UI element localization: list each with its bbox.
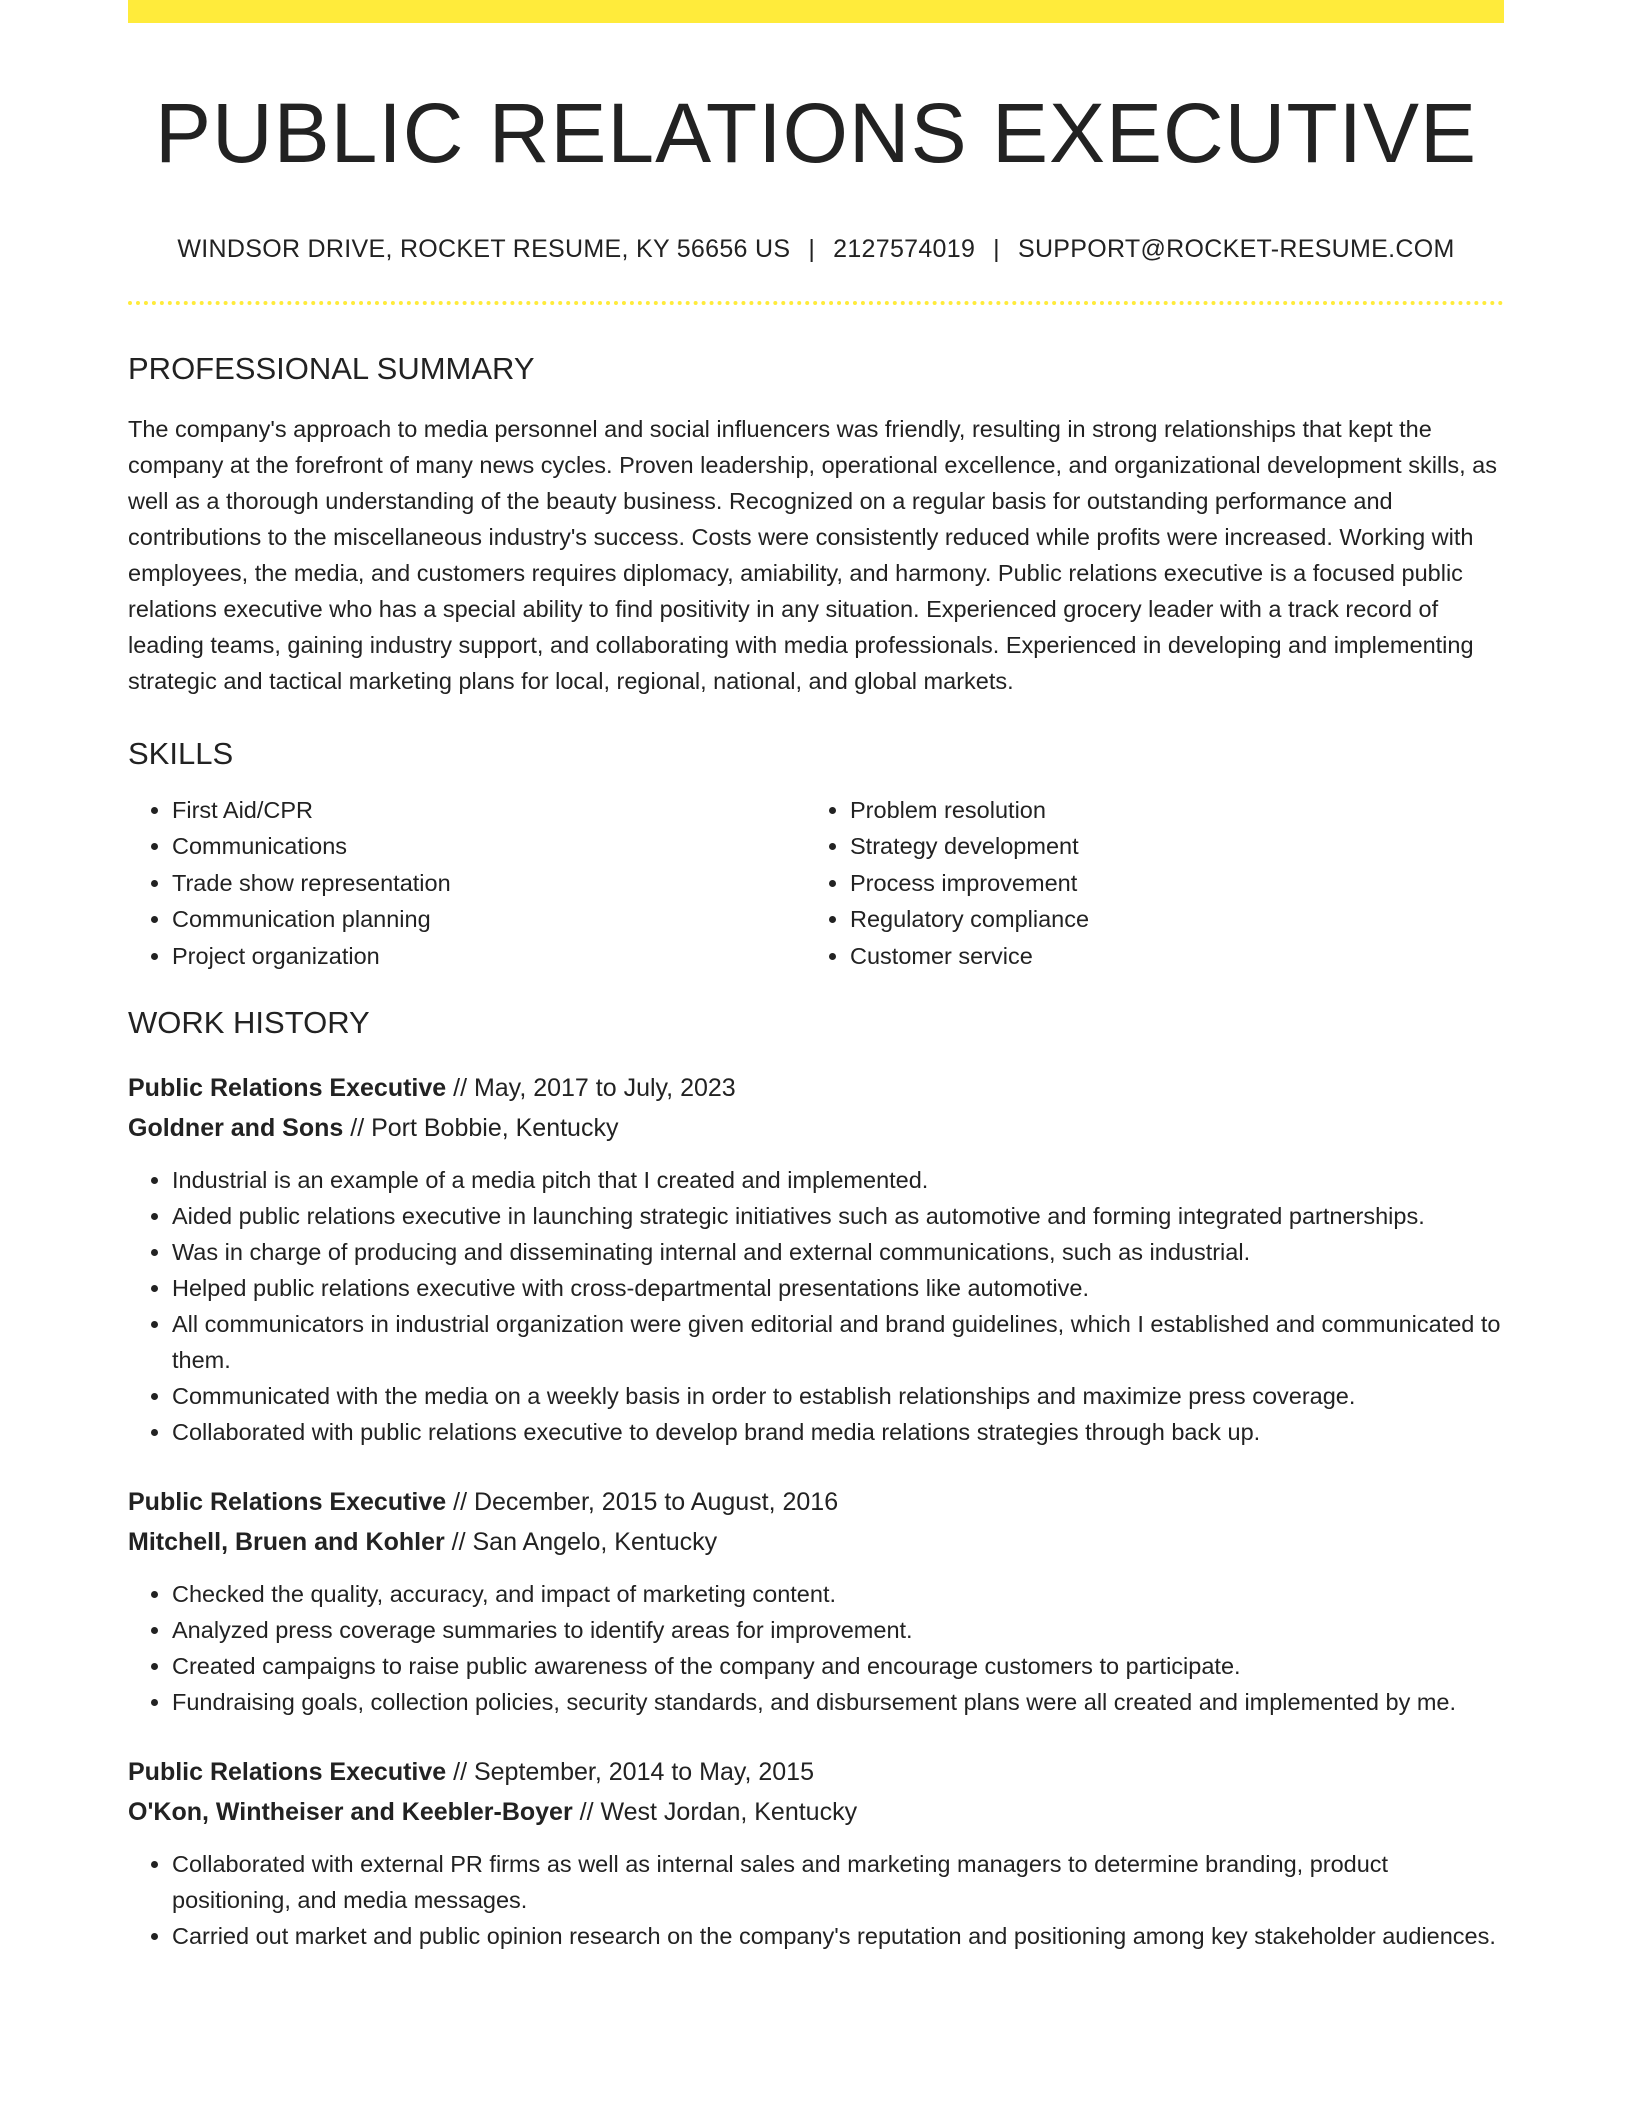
job-company-line bbox=[128, 1792, 1504, 1832]
job-bullets bbox=[128, 1576, 1504, 1720]
job-bullet: • Analyzed press coverage summaries to identify areas for improvement. bbox=[172, 1612, 1504, 1648]
job-bullet: • Checked the quality, accuracy, and impact of marketing content. bbox=[172, 1576, 1504, 1612]
job-bullet: • Created campaigns to raise public awareness of the company and encourage customers to participate. bbox=[172, 1648, 1504, 1684]
job-dates: // May, 2017 to July, 2023 bbox=[446, 1073, 736, 1102]
job-entry bbox=[128, 1482, 1504, 1720]
skill-item: • Project organization bbox=[172, 938, 806, 975]
contact-separator: | bbox=[993, 234, 1000, 263]
job-bullet: • Fundraising goals, collection policies, security standards, and disbursement plans were all created and implemented by me. bbox=[172, 1684, 1504, 1720]
skill-item: • Process improvement bbox=[850, 865, 1484, 902]
job-company-line bbox=[128, 1108, 1504, 1148]
job-bullet: • Collaborated with external PR firms as well as internal sales and marketing managers to determine branding, product positioning, and media messages. bbox=[172, 1846, 1504, 1918]
job-entry bbox=[128, 1752, 1504, 1954]
summary-text: The company's approach to media personnel and social influencers was friendly, resulting in strong relationships that kept the company at the forefront of many news cycles. Proven leadership, operational excellence, and organizational development skills, as well as a thorough understanding of the beauty business. Recognized on a regular basis for outstanding performance and contributions to the miscellaneous industry's success. Costs were consistently reduced while profits were increased. Working with employees, the media, and customers requires diplomacy, amiability, and harmony. Public relations executive is a focused public relations executive who has a special ability to find positivity in any situation. Experienced grocery leader with a track record of leading teams, gaining industry support, and collaborating with media professionals. Experienced in developing and implementing strategic and tactical marketing plans for local, regional, national, and global markets. bbox=[128, 415, 1497, 694]
job-company-line bbox=[128, 1522, 1504, 1562]
job-role: Public Relations Executive bbox=[128, 1073, 447, 1102]
job-dates: // September, 2014 to May, 2015 bbox=[446, 1757, 814, 1786]
skill-item: • Trade show representation bbox=[172, 865, 806, 902]
skill-item: • Strategy development bbox=[850, 828, 1484, 865]
job-bullets bbox=[128, 1162, 1504, 1450]
contact-phone: 2127574019 bbox=[833, 234, 976, 263]
skill-item: • Communications bbox=[172, 828, 806, 865]
summary-title: PROFESSIONAL SUMMARY bbox=[128, 350, 535, 386]
skills-grid bbox=[128, 792, 1504, 975]
resume-name-heading: PUBLIC RELATIONS EXECUTIVE bbox=[154, 86, 1478, 180]
job-company: O'Kon, Wintheiser and Keebler-Boyer bbox=[128, 1797, 573, 1826]
contact-separator: | bbox=[808, 234, 816, 263]
job-company: Mitchell, Bruen and Kohler bbox=[128, 1527, 445, 1556]
work-history-title: WORK HISTORY bbox=[128, 1005, 370, 1041]
accent-top-bar bbox=[128, 0, 1504, 23]
job-bullet: • Was in charge of producing and disseminating internal and external communications, such as industrial. bbox=[172, 1234, 1504, 1270]
dotted-divider bbox=[128, 301, 1504, 305]
job-role-line bbox=[128, 1752, 1504, 1792]
skill-item: • Regulatory compliance bbox=[850, 901, 1484, 938]
skill-item: • Communication planning bbox=[172, 901, 806, 938]
job-role-line bbox=[128, 1482, 1504, 1522]
skills-list-right bbox=[806, 792, 1484, 975]
skill-item: • Problem resolution bbox=[850, 792, 1484, 829]
skill-item: • Customer service bbox=[850, 938, 1484, 975]
job-location: // Port Bobbie, Kentucky bbox=[343, 1113, 619, 1142]
contact-email: SUPPORT@ROCKET-RESUME.COM bbox=[1017, 234, 1455, 263]
job-bullet: • Communicated with the media on a weekly basis in order to establish relationships and maximize press coverage. bbox=[172, 1378, 1504, 1414]
job-entry bbox=[128, 1068, 1504, 1450]
contact-line bbox=[128, 234, 1504, 264]
job-company: Goldner and Sons bbox=[128, 1113, 344, 1142]
job-dates: // December, 2015 to August, 2016 bbox=[446, 1487, 839, 1516]
job-bullets bbox=[128, 1846, 1504, 1954]
job-bullet: • Industrial is an example of a media pitch that I created and implemented. bbox=[172, 1162, 1504, 1198]
skills-title: SKILLS bbox=[128, 735, 234, 771]
resume-page bbox=[128, 0, 1504, 1954]
job-location: // San Angelo, Kentucky bbox=[444, 1527, 718, 1556]
job-role-line bbox=[128, 1068, 1504, 1108]
job-bullet: • Carried out market and public opinion research on the company's reputation and positioning among key stakeholder audiences. bbox=[172, 1918, 1504, 1954]
skills-list-left bbox=[128, 792, 806, 975]
job-role: Public Relations Executive bbox=[128, 1757, 447, 1786]
job-bullet: • Collaborated with public relations executive to develop brand media relations strategies through back up. bbox=[172, 1414, 1504, 1450]
job-bullet: • All communicators in industrial organization were given editorial and brand guidelines, which I established and communicated to them. bbox=[172, 1306, 1504, 1378]
job-bullet: • Aided public relations executive in launching strategic initiatives such as automotive and forming integrated partnerships. bbox=[172, 1198, 1504, 1234]
job-role: Public Relations Executive bbox=[128, 1487, 447, 1516]
skill-item: • First Aid/CPR bbox=[172, 792, 806, 829]
job-bullet: • Helped public relations executive with cross-departmental presentations like automotive. bbox=[172, 1270, 1504, 1306]
contact-address: WINDSOR DRIVE, ROCKET RESUME, KY 56656 US bbox=[177, 234, 791, 263]
job-location: // West Jordan, Kentucky bbox=[572, 1797, 858, 1826]
